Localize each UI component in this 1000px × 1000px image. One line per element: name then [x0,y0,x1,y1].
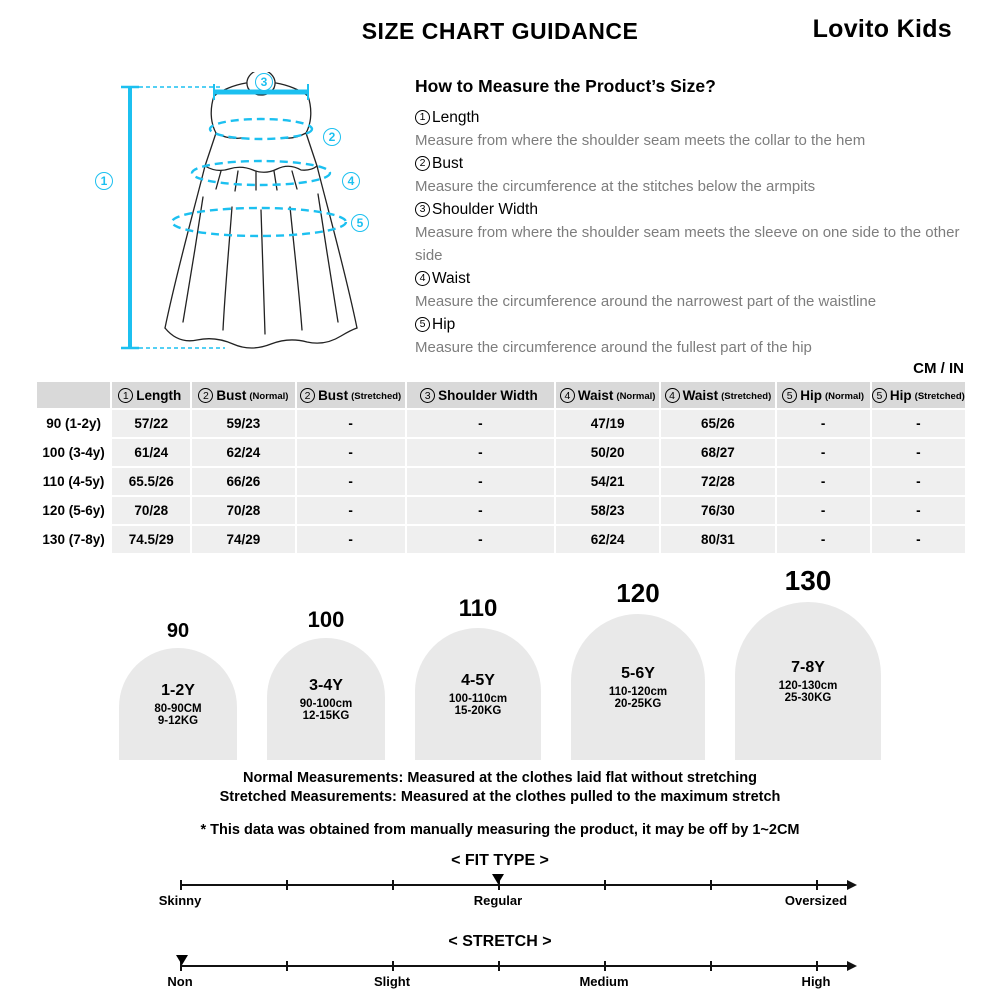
column-header-waist-stretched: 4 Waist (Stretched) [661,382,774,408]
measurement-cell: 66/26 [192,468,294,495]
how-to-item-bust [415,152,967,198]
measurement-cell: - [297,497,405,524]
measurement-cell: 74.5/29 [112,526,190,553]
term-row [415,152,967,175]
how-to-heading: How to Measure the Product’s Size? [415,76,716,96]
figure-size-number: 100 [307,607,345,632]
measurement-cell: - [872,410,965,437]
scale-tick [392,961,394,971]
scale-tick [286,961,288,971]
size-figure-120 [571,578,705,760]
term-description: Measure the circumference at the stitches below the armpits [415,178,816,195]
stretch-title: < STRETCH > [448,932,552,950]
figure-arch [119,648,237,760]
measurement-cell: - [872,497,965,524]
circled-1-icon: 1 [95,172,113,190]
column-header-hip-normal: 5 Hip (Normal) [777,382,870,408]
figure-height-range: 110-120cm [608,685,668,698]
normal-measurement-note: Normal Measurements: Measured at the clothes laid flat without stretching [242,770,758,786]
figure-weight-range: 25-30KG [784,691,832,704]
measurement-cell: 47/19 [556,410,659,437]
size-figure-90 [119,620,237,760]
scale-tick [816,961,818,971]
measurement-notes [0,769,1000,838]
measurement-cell: - [872,468,965,495]
measurement-cell: 70/28 [112,497,190,524]
term-description: Measure the circumference around the narrowest part of the waistline [415,293,877,310]
size-table [35,380,967,555]
stretch-label-medium: Medium [579,973,629,989]
measurement-cell: 74/29 [192,526,294,553]
top-section [0,0,1000,358]
brand-logo: Lovito Kids [812,15,952,43]
circled-3-icon: 3 [415,202,430,217]
measurement-cell: - [297,410,405,437]
row-label: 130 (7-8y) [37,526,110,553]
figure-weight-range: 15-20KG [454,704,502,717]
fit-label-oversized: Oversized [784,892,848,908]
measurement-cell: 57/22 [112,410,190,437]
measurement-cell: 54/21 [556,468,659,495]
figure-age: 3-4Y [309,676,343,694]
term-label: Hip [432,316,456,333]
figure-arch [571,614,705,760]
figure-weight-range: 12-15KG [302,709,350,722]
column-header-waist-normal: 4 Waist (Normal) [556,382,659,408]
figure-size-number: 120 [616,578,660,608]
how-to-item-shoulder-width [415,198,967,267]
circled-4-icon: 4 [560,388,575,403]
circled-2-icon: 2 [323,128,341,146]
circled-1-icon: 1 [415,110,430,125]
stretch-label-slight: Slight [373,973,411,989]
term-label: Shoulder Width [432,201,538,218]
row-label: 110 (4-5y) [37,468,110,495]
figure-size-number: 130 [784,565,832,596]
term-row [415,106,967,129]
fit-type-axis [180,884,848,886]
size-figures [0,565,1000,760]
measurement-cell: 70/28 [192,497,294,524]
scale-tick [710,880,712,890]
circled-3-icon: 3 [420,388,435,403]
measurement-cell: - [407,410,554,437]
measurement-cell: - [872,526,965,553]
circled-4-icon: 4 [665,388,680,403]
circled-3-icon: 3 [255,73,273,91]
table-row-100 [37,439,965,466]
table-row-110 [37,468,965,495]
bust-callout [323,128,341,146]
term-label: Waist [432,270,471,287]
scale-tick [498,961,500,971]
circled-2-icon: 2 [415,156,430,171]
term-label: Bust [432,155,464,172]
how-to-item-waist [415,267,967,313]
axis-arrow-icon [847,880,857,890]
term-description: Measure from where the shoulder seam meets the collar to the hem [415,132,866,149]
measurement-cell: - [777,410,870,437]
term-description: Measure the circumference around the fullest part of the hip [415,339,812,356]
measurement-cell: - [872,439,965,466]
disclaimer-note: * This data was obtained from manually measuring the product, it may be off by 1~2CM [200,821,800,838]
figure-size-number: 110 [458,595,498,622]
circled-5-icon: 5 [351,214,369,232]
fit-type-title: < FIT TYPE > [451,851,549,869]
measurement-cell: 62/24 [556,526,659,553]
figure-arch [735,602,881,760]
figure-height-range: 100-110cm [448,692,508,705]
circled-5-icon: 5 [872,388,887,403]
figure-weight-range: 9-12KG [157,714,199,727]
scale-tick [180,880,182,890]
fit-marker-icon [492,874,504,884]
term-row [415,198,967,221]
row-label: 120 (5-6y) [37,497,110,524]
column-header-bust-normal: 2 Bust (Normal) [192,382,294,408]
measurement-cell: - [777,468,870,495]
measurement-cell: 59/23 [192,410,294,437]
circled-2-icon: 2 [198,388,213,403]
fit-label-regular: Regular [473,892,523,908]
circled-5-icon: 5 [782,388,797,403]
measurement-cell: 58/23 [556,497,659,524]
measurement-cell: - [297,526,405,553]
scale-tick [604,961,606,971]
shoulder-callout [255,73,273,91]
measurement-cell: 80/31 [661,526,774,553]
measurement-cell: - [297,439,405,466]
stretched-measurement-note: Stretched Measurements: Measured at the clothes pulled to the maximum stretch [219,788,781,805]
dress-measurement-diagram [75,72,405,372]
figure-age: 5-6Y [621,664,655,682]
how-to-item-length [415,106,967,152]
column-header-length: 1 Length [112,382,190,408]
figure-arch [415,628,541,760]
figure-height-range: 90-100cm [299,697,353,710]
stretch-scale [0,933,1000,992]
waist-callout [342,172,360,190]
figure-weight-range: 20-25KG [614,697,662,710]
term-row [415,267,967,290]
column-header-hip-stretched: 5 Hip (Stretched) [872,382,965,408]
corner-cell [37,382,110,408]
stretch-label-high: High [801,973,831,989]
axis-arrow-icon [847,961,857,971]
circled-4-icon: 4 [342,172,360,190]
scale-tick [604,880,606,890]
circled-1-icon: 1 [118,388,133,403]
hip-callout [351,214,369,232]
fit-type-labels [158,892,848,911]
measurement-cell: - [407,497,554,524]
measurement-cell: - [297,468,405,495]
measurement-cell: - [407,468,554,495]
figure-height-range: 120-130cm [778,679,838,692]
column-header-shoulder-width: 3 Shoulder Width [407,382,554,408]
fit-label-skinny: Skinny [158,892,202,908]
measurement-cell: 72/28 [661,468,774,495]
figure-size-number: 90 [166,620,190,642]
stretch-axis [180,965,848,967]
figure-height-range: 80-90CM [154,702,202,715]
scale-tick [286,880,288,890]
measurement-cell: 62/24 [192,439,294,466]
figure-arch [267,638,385,760]
measurement-cell: - [777,439,870,466]
stretch-label-non: Non [167,973,193,989]
measurement-cell: 76/30 [661,497,774,524]
stretch-marker-icon [176,955,188,965]
table-row-90 [37,410,965,437]
stretch-labels [167,973,848,992]
measurement-cell: - [407,526,554,553]
how-to-measure-section [415,76,967,359]
figure-age: 7-8Y [791,658,825,676]
table-row-130 [37,526,965,553]
measurement-cell: 68/27 [661,439,774,466]
measurement-cell: 61/24 [112,439,190,466]
circled-5-icon: 5 [415,317,430,332]
table-header-row [37,382,965,408]
row-label: 90 (1-2y) [37,410,110,437]
term-description: Measure from where the shoulder seam meets the sleeve on one side to the other side [415,224,960,264]
measurement-cell: - [777,526,870,553]
scale-tick [816,880,818,890]
unit-label: CM / IN [913,360,964,377]
size-figure-130 [735,565,881,760]
term-label: Length [432,109,480,126]
measurement-cell: - [777,497,870,524]
scale-tick [710,961,712,971]
table-row-120 [37,497,965,524]
figure-age: 4-5Y [461,671,495,689]
term-row [415,313,967,336]
column-header-bust-stretched: 2 Bust (Stretched) [297,382,405,408]
measurement-cell: 65.5/26 [112,468,190,495]
row-label: 100 (3-4y) [37,439,110,466]
circled-4-icon: 4 [415,271,430,286]
page-title: SIZE CHART GUIDANCE [361,18,639,44]
fit-type-scale [0,852,1000,911]
how-to-item-hip [415,313,967,359]
size-figure-100 [267,607,385,760]
size-figure-110 [415,595,541,760]
measurement-cell: 65/26 [661,410,774,437]
circled-2-icon: 2 [300,388,315,403]
length-callout [95,172,113,190]
measurement-cell: 50/20 [556,439,659,466]
measurement-cell: - [407,439,554,466]
scale-tick [392,880,394,890]
figure-age: 1-2Y [161,681,195,699]
